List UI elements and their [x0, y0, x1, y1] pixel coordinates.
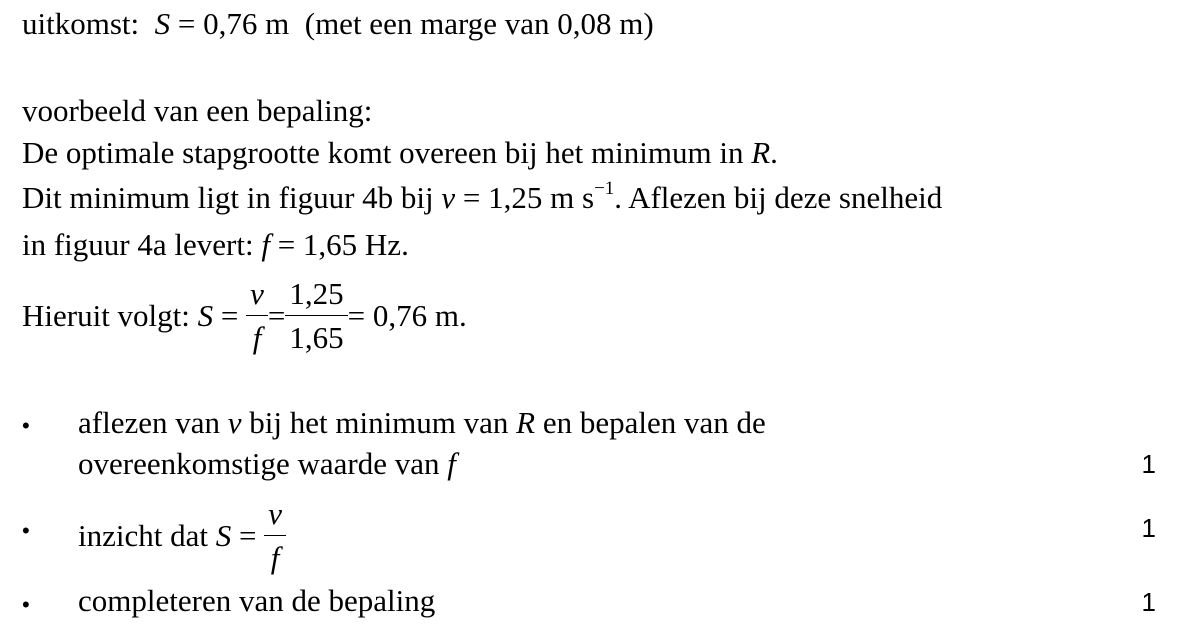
- example-line-1: [22, 137, 778, 168]
- example-line-4-result: = 0,76 m.: [347, 298, 467, 333]
- criterion-1-bullet: •: [22, 413, 30, 438]
- fraction-v-over-f: [246, 276, 268, 356]
- criterion-1-var-v: v: [227, 405, 242, 440]
- example-line-1-text: De optimale stapgrootte komt overeen bij het minimum in: [22, 135, 752, 170]
- example-line-1-end: .: [770, 135, 778, 170]
- example-line-2-var: v: [441, 180, 456, 215]
- criterion-1-text: aflezen van: [78, 405, 228, 440]
- fraction-denominator-value: 1,65: [289, 320, 344, 355]
- criterion-2-fraction-denominator: f: [270, 540, 280, 575]
- criterion-1-var-f: f: [447, 446, 456, 481]
- outcome-margin: (met een marge van 0,08 m): [304, 6, 654, 41]
- fraction-numerator: v: [246, 276, 268, 316]
- example-line-3-value: = 1,65 Hz.: [269, 227, 409, 262]
- outcome-value: = 0,76 m: [170, 6, 290, 41]
- criterion-2-text: inzicht dat: [78, 518, 216, 553]
- criterion-1-text-3: en bepalen van de: [535, 405, 766, 440]
- fraction-values: [285, 276, 347, 356]
- criterion-1-text-4: overeenkomstige waarde van: [78, 446, 448, 481]
- criterion-2-equals: =: [231, 518, 257, 553]
- criterion-1-var-r: R: [516, 405, 536, 440]
- example-line-3-var: f: [261, 227, 270, 262]
- criterion-1-line-2: [78, 448, 456, 479]
- example-line-4-equals: =: [213, 298, 239, 333]
- criterion-2-bullet: •: [22, 518, 30, 543]
- example-line-2-exponent: −1: [594, 178, 615, 199]
- criterion-3-score: 1: [1141, 587, 1156, 617]
- example-line-2-value: = 1,25 m s: [455, 180, 595, 215]
- fraction-numerator-value: 1,25: [285, 276, 347, 316]
- example-line-3-text: in figuur 4a levert:: [22, 227, 262, 262]
- fraction-denominator: f: [252, 320, 262, 355]
- criterion-2-line: [78, 496, 286, 576]
- criterion-3-text: completeren van de bepaling: [78, 583, 436, 618]
- criterion-1-score: 1: [1141, 449, 1156, 479]
- example-line-2-end: . Aflezen bij deze snelheid: [614, 180, 943, 215]
- criterion-1-text-2: bij het minimum van: [241, 405, 517, 440]
- criterion-1-line-1: [78, 407, 766, 438]
- outcome-line: [22, 8, 654, 39]
- example-heading: voorbeeld van een bepaling:: [22, 93, 373, 128]
- criterion-3-bullet: •: [22, 592, 30, 617]
- outcome-variable: S: [154, 6, 171, 41]
- outcome-label: uitkomst:: [22, 6, 140, 41]
- example-line-1-var: R: [751, 135, 771, 170]
- criterion-2-score: 1: [1141, 513, 1156, 543]
- example-line-4: [22, 276, 467, 356]
- example-line-4-var: S: [197, 298, 214, 333]
- criterion-2-var: S: [215, 518, 232, 553]
- example-line-3: [22, 229, 409, 260]
- criterion-2-fraction-numerator: v: [264, 496, 286, 536]
- example-line-2: [22, 178, 943, 215]
- example-line-2-text: Dit minimum ligt in figuur 4b bij: [22, 180, 442, 215]
- example-line-4-equals-2: =: [267, 298, 286, 333]
- example-line-4-label: Hieruit volgt:: [22, 298, 198, 333]
- criterion-2-fraction: [264, 496, 286, 576]
